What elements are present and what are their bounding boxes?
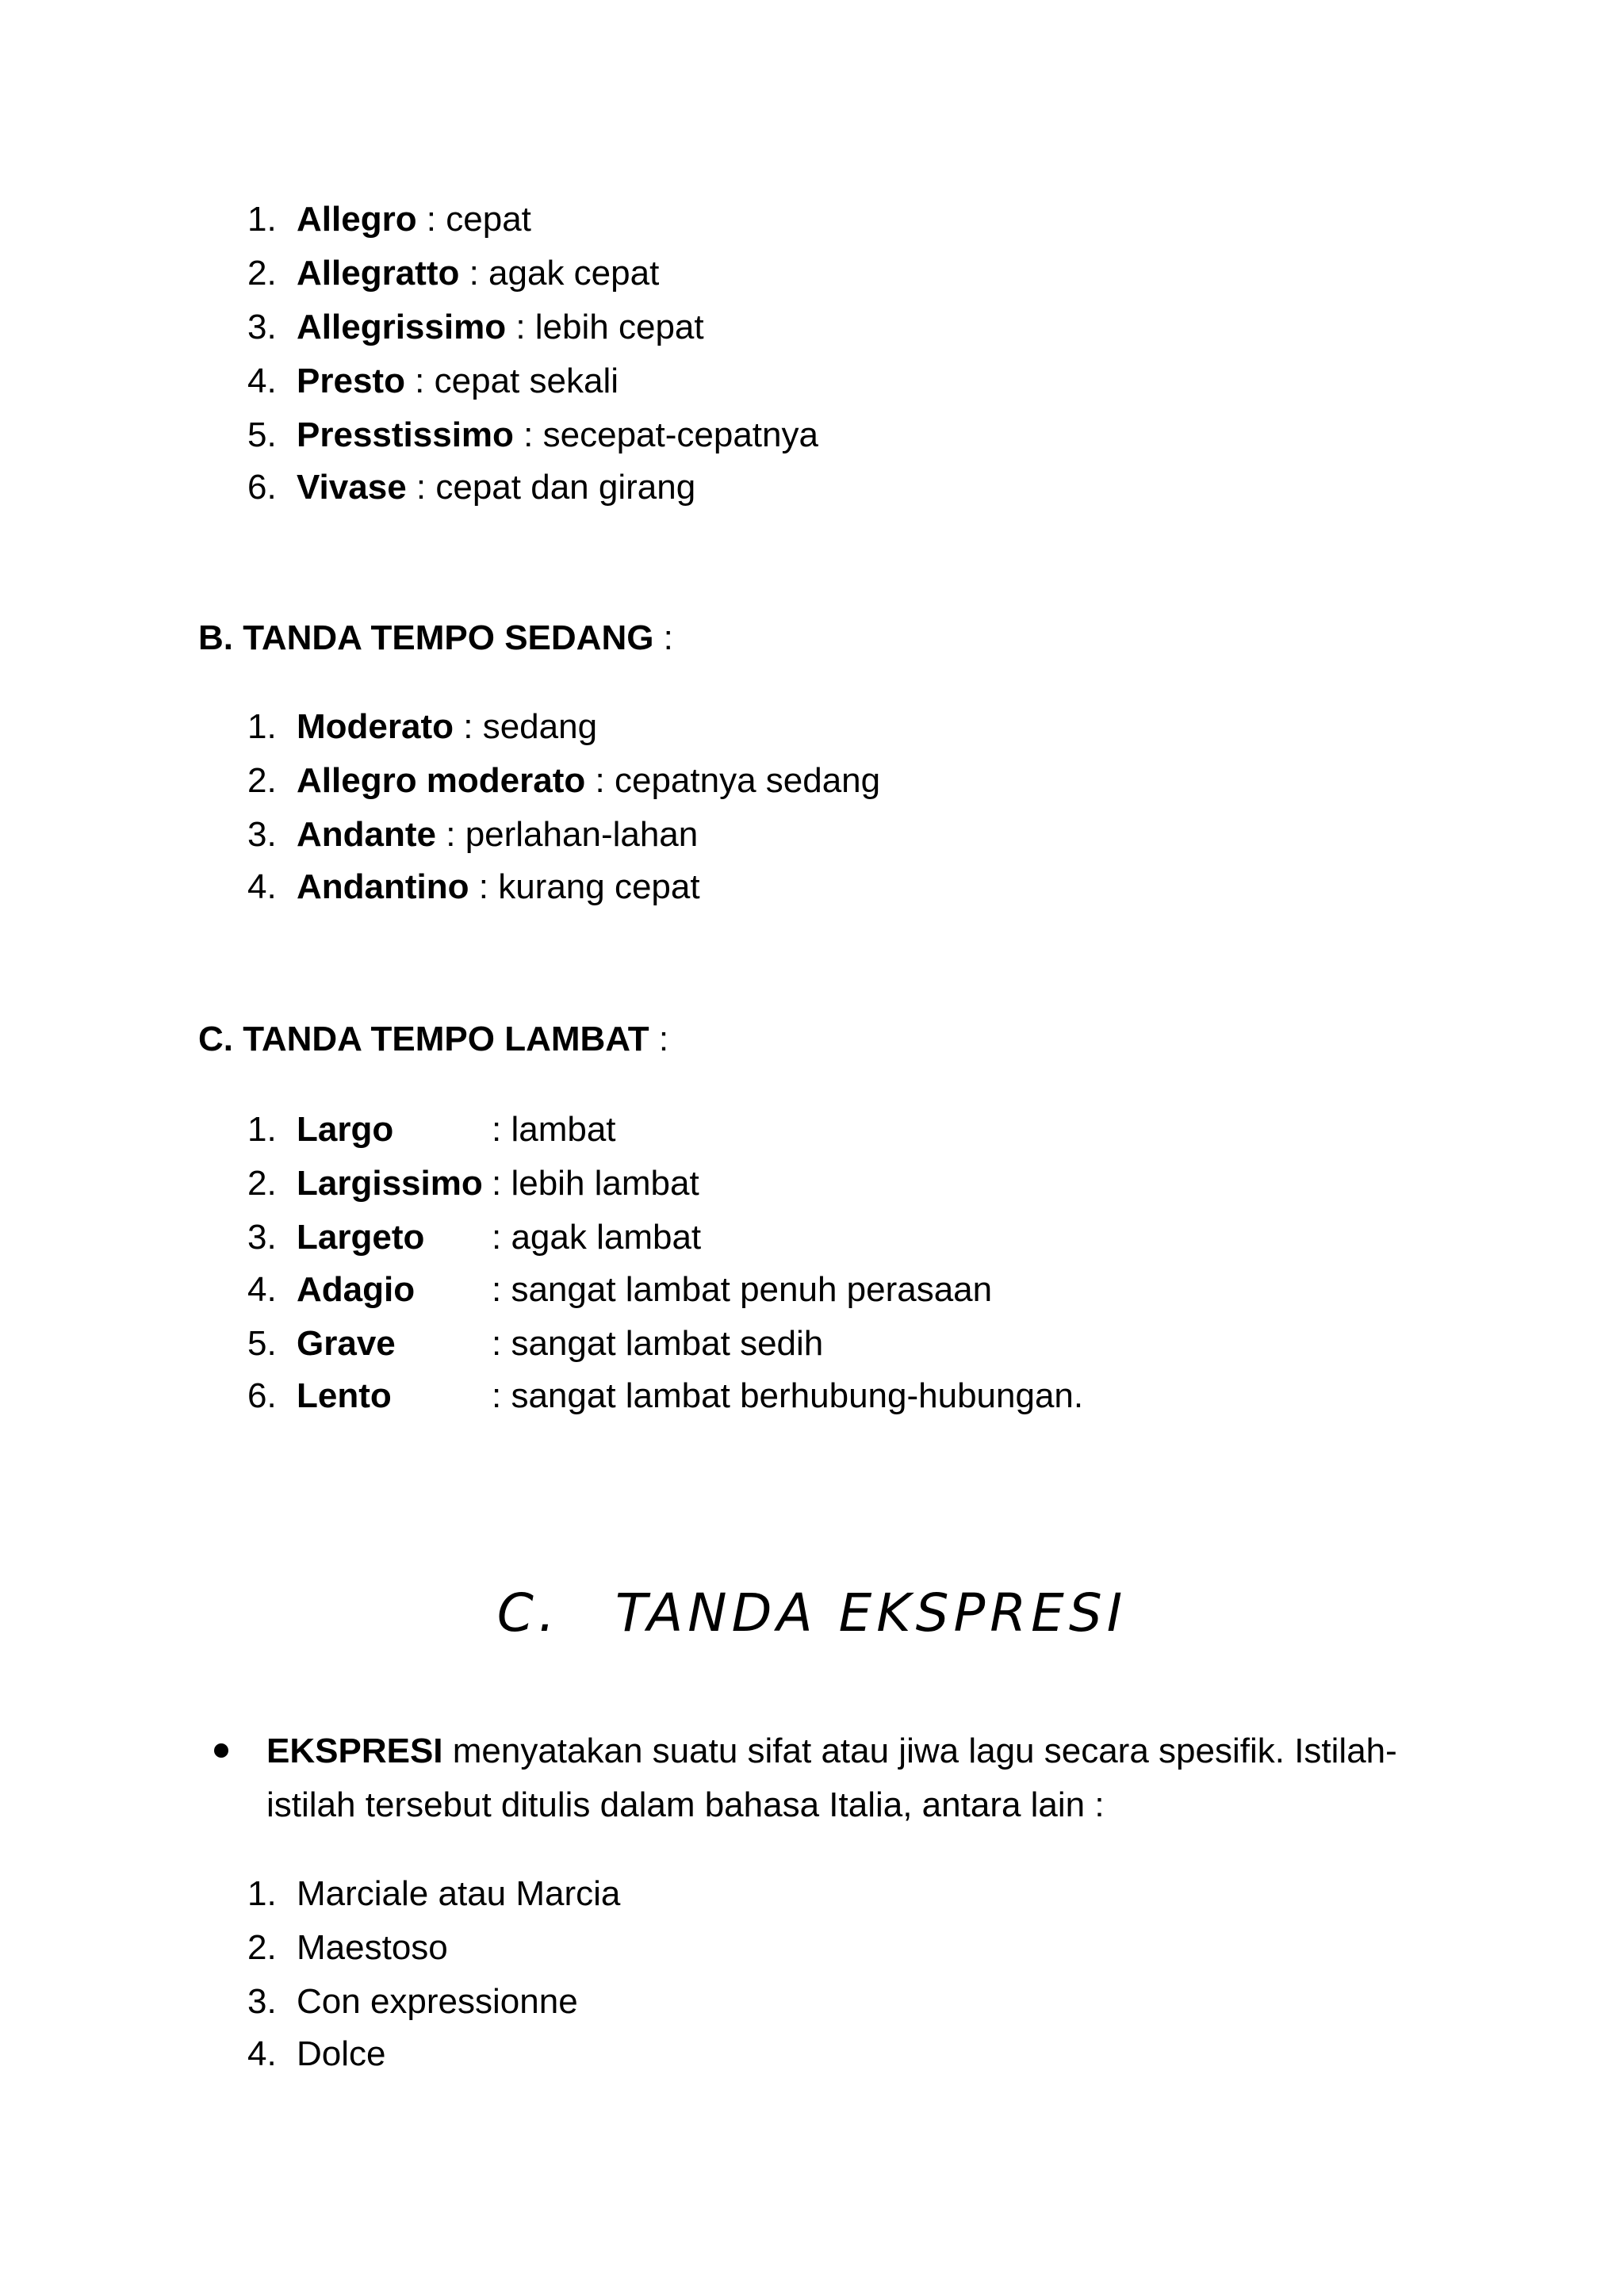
item-number: 1. [247, 1874, 277, 1913]
item-number: 3. [247, 815, 277, 854]
item-description: perlahan-lahan [465, 815, 699, 854]
item-number: 3. [247, 308, 277, 346]
item-term: Moderato [297, 707, 454, 746]
item-separator: : [404, 362, 435, 400]
bullet-icon [214, 1743, 228, 1758]
item-number: 2. [247, 1164, 277, 1203]
item-description: : sangat lambat penuh perasaan [492, 1270, 993, 1309]
item-description: agak cepat [488, 254, 660, 293]
item-number: 2. [247, 1928, 277, 1967]
item-term: Grave [297, 1324, 396, 1363]
item-description: : sangat lambat berhubung-hubungan. [492, 1376, 1084, 1415]
item-text: Con expressionne [297, 1982, 578, 2021]
item-term: Andante [297, 815, 436, 854]
item-term: Largissimo [297, 1164, 483, 1203]
item-description: kurang cepat [498, 867, 700, 906]
item-description: secepat-cepatnya [542, 415, 818, 454]
heading-tempo-sedang [198, 614, 673, 662]
section-title [0, 1574, 1624, 1653]
item-description: lebih cepat [534, 308, 704, 346]
item-separator: : [416, 200, 446, 239]
item-number: 6. [247, 1376, 277, 1415]
item-number: 4. [247, 2034, 277, 2073]
item-text: Maestoso [297, 1928, 448, 1967]
item-number: 4. [247, 867, 277, 906]
heading-tempo-lambat [198, 1016, 668, 1063]
item-number: 2. [247, 761, 277, 800]
item-text: Dolce [297, 2034, 386, 2073]
item-number: 2. [247, 254, 277, 293]
item-description: : sangat lambat sedih [492, 1324, 824, 1363]
section-title-prefix: C. [496, 1582, 560, 1644]
item-separator: : [585, 761, 615, 800]
item-description: : lambat [492, 1110, 616, 1149]
item-number: 1. [247, 707, 277, 746]
item-number: 4. [247, 362, 277, 400]
item-separator: : [406, 468, 436, 507]
item-term: Presstissimo [297, 415, 514, 454]
item-description: cepatnya sedang [614, 761, 881, 800]
item-term: Allegro [297, 200, 417, 239]
heading-label: B. TANDA TEMPO SEDANG [198, 618, 654, 657]
item-text: Marciale atau Marcia [297, 1874, 621, 1913]
item-number: 5. [247, 1324, 277, 1363]
item-term: Allegratto [297, 254, 460, 293]
item-description: cepat dan girang [435, 468, 696, 507]
item-separator: : [454, 707, 483, 746]
item-term: Largo [297, 1110, 394, 1149]
item-term: Allegro moderato [297, 761, 586, 800]
item-description: : agak lambat [492, 1218, 702, 1257]
item-term: Presto [297, 362, 405, 400]
item-description: cepat sekali [434, 362, 619, 400]
item-term: Largeto [297, 1218, 425, 1257]
item-number: 3. [247, 1982, 277, 2021]
item-term: Allegrissimo [297, 308, 507, 346]
item-description: cepat [446, 200, 531, 239]
heading-suffix: : [649, 1020, 669, 1058]
section-title-text: TANDA EKSPRESI [615, 1582, 1128, 1644]
item-term: Andantino [297, 867, 469, 906]
item-separator: : [436, 815, 465, 854]
item-number: 1. [247, 1110, 277, 1149]
bullet-term: EKSPRESI [266, 1732, 443, 1770]
item-term: Adagio [297, 1270, 416, 1309]
heading-label: C. TANDA TEMPO LAMBAT [198, 1020, 649, 1058]
item-number: 1. [247, 200, 277, 239]
item-number: 5. [247, 415, 277, 454]
heading-suffix: : [653, 618, 673, 657]
item-separator: : [459, 254, 489, 293]
item-separator: : [506, 308, 535, 346]
item-term: Vivase [297, 468, 407, 507]
item-separator: : [513, 415, 543, 454]
bullet-text: menyatakan suatu sifat atau jiwa lagu secara spesifik. Istilah-istilah tersebut ditulis dalam bahasa Italia, antara lain : [266, 1732, 1397, 1824]
item-number: 4. [247, 1270, 277, 1309]
item-number: 6. [247, 468, 277, 507]
item-description: sedang [482, 707, 598, 746]
item-term: Lento [297, 1376, 392, 1415]
item-description: : lebih lambat [492, 1164, 699, 1203]
item-separator: : [469, 867, 499, 906]
item-number: 3. [247, 1218, 277, 1257]
